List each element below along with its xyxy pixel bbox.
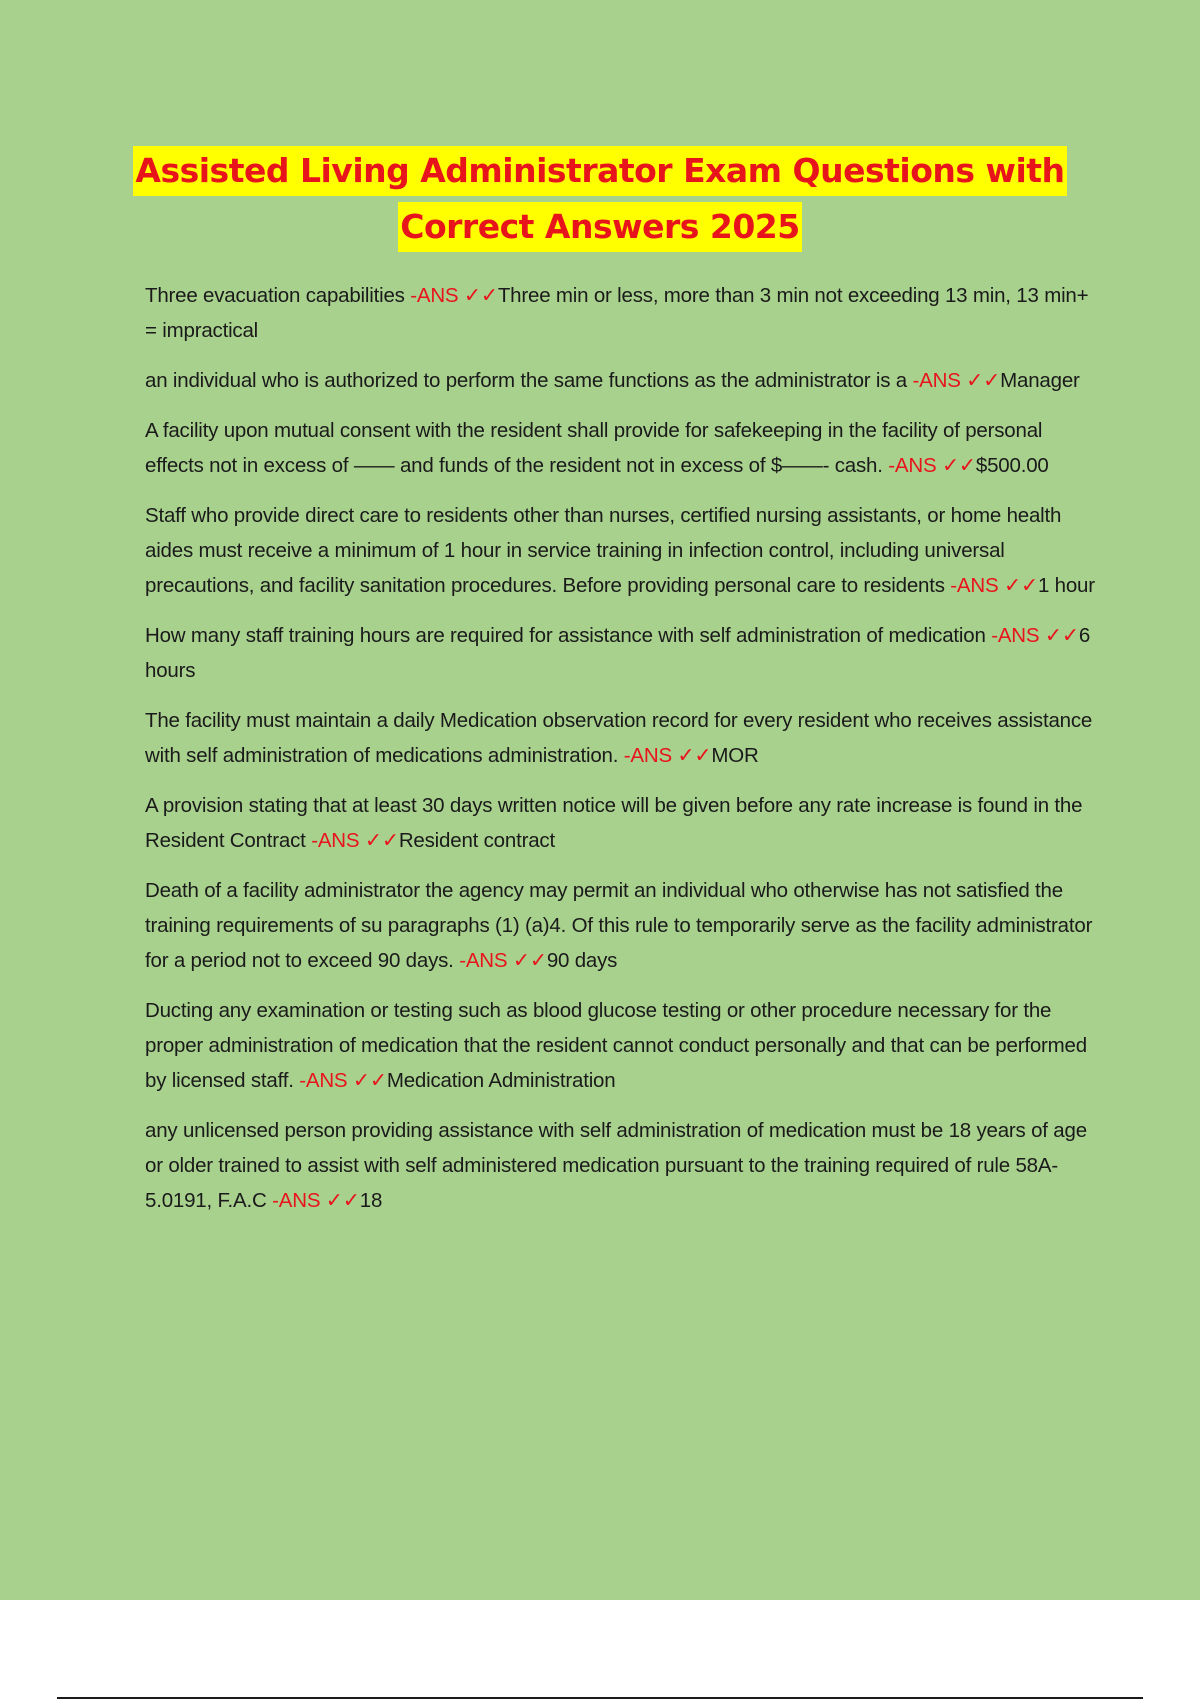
answer-text: Manager xyxy=(1000,369,1080,392)
answer-marker: -ANS ✓✓ xyxy=(410,284,498,307)
question-text: A provision stating that at least 30 days written notice will be given before any rate increase is found in the Resident Contract xyxy=(145,794,1083,852)
answer-text: 18 xyxy=(359,1189,383,1212)
footer-divider xyxy=(57,1697,1143,1699)
answer-marker: -ANS ✓✓ xyxy=(459,949,547,972)
question-text: Death of a facility administrator the agency may permit an individual who otherwise has not satisfied the training requirements of su paragraphs (1) (a)4. Of this rule to temporarily serve as the facility administrator for a period not to exceed 90 days. xyxy=(145,879,1093,972)
qa-item xyxy=(145,703,1095,773)
answer-text: 90 days xyxy=(546,949,618,972)
answer-marker: -ANS ✓✓ xyxy=(299,1069,387,1092)
answer-marker: -ANS ✓✓ xyxy=(311,829,399,852)
question-text: any unlicensed person providing assistance with self administration of medication must be 18 years of age or older trained to assist with self administered medication pursuant to the training required of rule 58A-5.0191, F.A.C xyxy=(145,1119,1087,1212)
answer-text: $500.00 xyxy=(975,454,1049,477)
question-text: How many staff training hours are required for assistance with self administration of medication xyxy=(145,624,992,647)
answer-marker: -ANS ✓✓ xyxy=(623,744,712,767)
answer-text: Three min or less, more than 3 min not exceeding 13 min, 13 min+ = impractical xyxy=(145,284,1089,342)
qa-item xyxy=(145,498,1095,603)
question-text: A facility upon mutual consent with the resident shall provide for safekeeping in the facility of personal effects not in excess of —— and funds of the resident not in excess of $——- cash. xyxy=(145,419,1043,477)
qa-item xyxy=(145,278,1095,348)
qa-item xyxy=(145,1113,1095,1218)
answer-text: 6 hours xyxy=(145,624,1091,682)
question-text: Staff who provide direct care to residents other than nurses, certified nursing assistants, or home health aides must receive a minimum of 1 hour in service training in infection control, including universal precautions, and facility sanitation procedures. Before providing personal care to residents xyxy=(145,504,1062,597)
title-line-1: Assisted Living Administrator Exam Questions with xyxy=(133,146,1066,196)
answer-marker: -ANS ✓✓ xyxy=(888,454,976,477)
qa-item xyxy=(145,618,1095,688)
answer-marker: -ANS ✓✓ xyxy=(991,624,1079,647)
qa-list xyxy=(145,278,1095,1233)
question-text: Three evacuation capabilities xyxy=(145,284,411,307)
answer-text: Medication Administration xyxy=(386,1069,616,1092)
answer-text: Resident contract xyxy=(398,829,555,852)
qa-item xyxy=(145,788,1095,858)
answer-text: 1 hour xyxy=(1037,574,1095,597)
answer-marker: -ANS ✓✓ xyxy=(950,574,1038,597)
answer-text: MOR xyxy=(711,744,759,767)
qa-item xyxy=(145,993,1095,1098)
title-line-2: Correct Answers 2025 xyxy=(398,202,801,252)
question-text: an individual who is authorized to perform the same functions as the administrator is a xyxy=(145,369,913,392)
qa-item xyxy=(145,413,1095,483)
document-title xyxy=(0,146,1200,252)
question-text: The facility must maintain a daily Medication observation record for every resident who receives assistance with self administration of medications administration. xyxy=(145,709,1093,767)
answer-marker: -ANS ✓✓ xyxy=(272,1189,360,1212)
answer-marker: -ANS ✓✓ xyxy=(912,369,1001,392)
qa-item xyxy=(145,363,1095,398)
qa-item xyxy=(145,873,1095,978)
question-text: Ducting any examination or testing such as blood glucose testing or other procedure necessary for the proper administration of medication that the resident cannot conduct personally and that can be performed by licensed staff. xyxy=(145,999,1087,1092)
